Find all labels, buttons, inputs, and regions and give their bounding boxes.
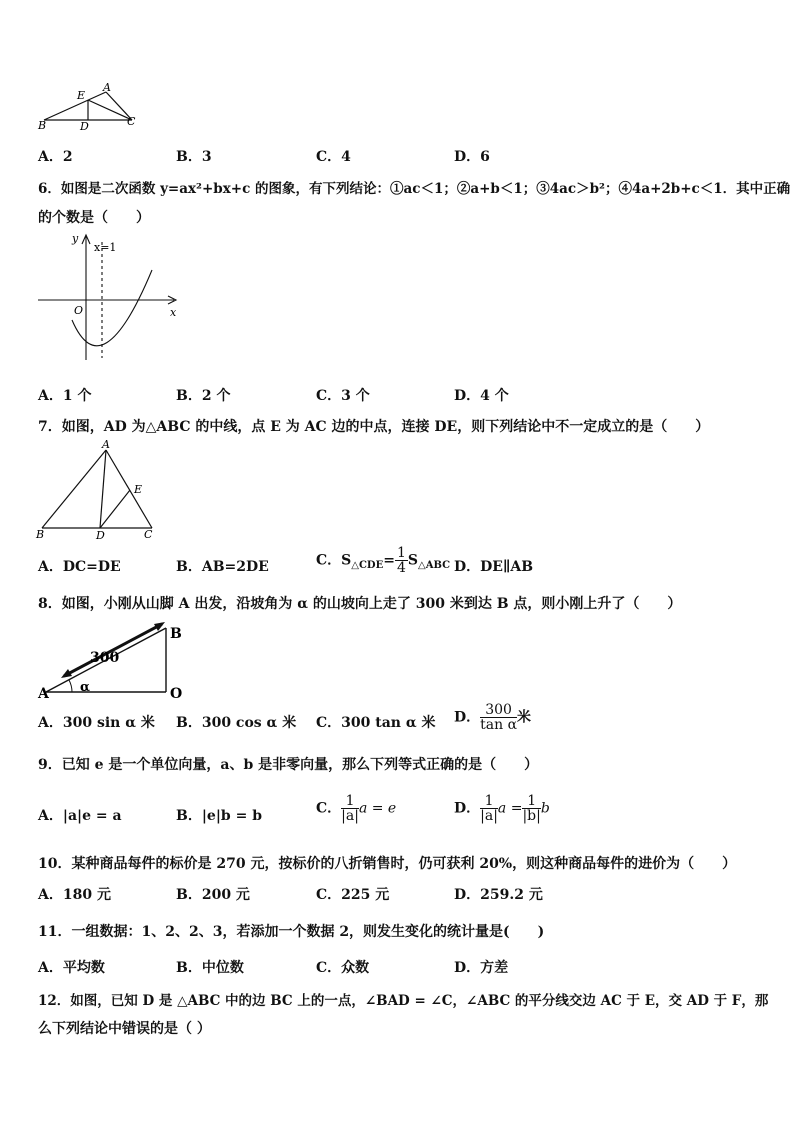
q5-label-d: D	[80, 120, 89, 132]
q10-option-a: A．180 元	[38, 887, 111, 903]
q5-label-e: E	[77, 89, 86, 102]
q5-label-b: B	[38, 119, 47, 132]
q11-option-b: B．中位数	[176, 960, 244, 976]
q8-label-alpha: α	[80, 680, 91, 695]
q7-triangle-figure	[34, 438, 164, 544]
q8-option-c: C．300 tan α 米	[316, 715, 436, 731]
q9-option-d-tail: b	[540, 800, 550, 817]
q9-option-d-den2: |b|	[522, 808, 541, 824]
q7-option-a: A．DC=DE	[38, 559, 121, 575]
q9-option-d-den1: |a|	[480, 808, 498, 824]
q7-option-c-eq: =	[383, 552, 395, 569]
q9-option-c-fraction	[341, 794, 359, 823]
q7-option-c-sub1: △CDE	[351, 559, 384, 571]
q5-label-c: C	[127, 115, 136, 128]
q6-option-a: A．1 个	[38, 388, 92, 404]
q5-option-b: B．3	[176, 149, 212, 165]
q9-option-c	[316, 794, 396, 823]
q5-label-a: A	[103, 82, 111, 94]
q7-label-e: E	[134, 483, 143, 496]
q10-stem: 10．某种商品每件的标价是 270 元，按标价的八折销售时，仍可获利 20%，则这种商品每件的进价为（ ）	[38, 856, 737, 872]
q7-label-d: D	[96, 529, 105, 542]
q9-option-d	[454, 794, 550, 823]
q7-option-c-num: 1	[396, 545, 406, 561]
q6-option-c: C．3 个	[316, 388, 370, 404]
q8-option-b: B．300 cos α 米	[176, 715, 297, 731]
q6-stem-line1: 6．如图是二次函数 y=ax²+bx+c 的图象，有下列结论：①ac＜1；②a+b＜1；③4ac＞b²；④4a+2b+c＜1．其中正确	[38, 181, 791, 197]
q6-option-d: D．4 个	[454, 388, 509, 404]
q7-option-c-fraction	[395, 546, 408, 575]
q9-option-d-num1: 1	[480, 794, 498, 809]
q7-option-c-den: 4	[396, 560, 406, 576]
q5-triangle-figure	[36, 82, 146, 132]
q8-option-d-den: tan α	[480, 717, 518, 733]
q9-option-a: A．|a|e = a	[38, 808, 122, 824]
q8-option-d-suffix: 米	[517, 709, 532, 726]
q5-option-d: D．6	[454, 149, 490, 165]
q9-option-c-num: 1	[341, 794, 359, 809]
q9-option-b: B．|e|b = b	[176, 808, 262, 824]
q8-label-o: O	[170, 686, 183, 702]
q7-option-c-sub2: △ABC	[418, 559, 451, 571]
q7-option-c	[316, 546, 450, 575]
q5-option-a: A．2	[38, 149, 73, 165]
q11-option-c: C．众数	[316, 960, 370, 976]
q7-label-a: A	[102, 438, 110, 451]
q8-stem: 8．如图，小刚从山脚 A 出发，沿坡角为 α 的山坡向上走了 300 米到达 B 点，则小刚上升了（ ）	[38, 596, 682, 612]
q8-label-a: A	[38, 686, 49, 702]
q11-stem: 11．一组数据：1、2、2、3，若添加一个数据 2，则发生变化的统计量是( )	[38, 924, 545, 940]
q7-option-d: D．DE∥AB	[454, 559, 534, 575]
q8-option-d-num: 300	[480, 703, 517, 718]
q7-option-b: B．AB=2DE	[176, 559, 269, 575]
q6-label-y: y	[72, 232, 79, 245]
q11-option-a: A．平均数	[38, 960, 105, 976]
q8-option-d	[454, 703, 531, 732]
q5-option-c: C．4	[316, 149, 351, 165]
q7-option-c-s2: S	[407, 552, 418, 569]
q9-stem: 9．已知 e 是一个单位向量，a、b 是非零向量，那么下列等式正确的是（ ）	[38, 757, 539, 773]
q12-stem-line2: 么下列结论中错误的是（ ）	[38, 1021, 211, 1037]
q6-stem-line2: 的个数是（ ）	[38, 210, 150, 226]
q6-label-o: O	[74, 304, 84, 317]
q10-option-b: B．200 元	[176, 887, 250, 903]
q9-option-c-den: |a|	[341, 808, 359, 824]
q8-slope-figure	[34, 614, 194, 704]
q7-option-c-prefix: C．S	[316, 552, 352, 569]
q9-option-d-fraction1	[480, 794, 498, 823]
q11-option-d: D．方差	[454, 960, 509, 976]
q6-option-b: B．2 个	[176, 388, 231, 404]
q10-option-d: D．259.2 元	[454, 887, 543, 903]
q9-option-c-prefix: C．	[316, 800, 342, 817]
q10-option-c: C．225 元	[316, 887, 390, 903]
q6-label-x: x	[170, 306, 177, 319]
q7-label-c: C	[144, 528, 153, 541]
q9-option-d-fraction2	[522, 794, 540, 823]
q8-label-length: 300	[90, 650, 120, 666]
q12-stem-line1: 12．如图，已知 D 是 △ABC 中的边 BC 上的一点，∠BAD = ∠C，∠ABC 的平分线交边 AC 于 E，交 AD 于 F，那	[38, 993, 769, 1009]
q8-option-d-fraction	[480, 703, 517, 732]
q8-label-b: B	[170, 626, 182, 642]
q9-option-d-mid: a =	[497, 800, 523, 817]
q7-label-b: B	[36, 528, 45, 541]
q9-option-c-tail: a = e	[358, 800, 397, 817]
q9-option-d-prefix: D．	[454, 800, 481, 817]
q6-parabola-figure	[34, 230, 184, 370]
q8-option-d-prefix: D．	[454, 709, 481, 726]
q9-option-d-num2: 1	[522, 794, 540, 809]
q8-option-a: A．300 sin α 米	[38, 715, 155, 731]
q7-stem: 7．如图，AD 为△ABC 的中线，点 E 为 AC 边的中点，连接 DE，则下列结论中不一定成立的是（ ）	[38, 419, 710, 435]
q6-label-axis: x=1	[94, 241, 117, 254]
